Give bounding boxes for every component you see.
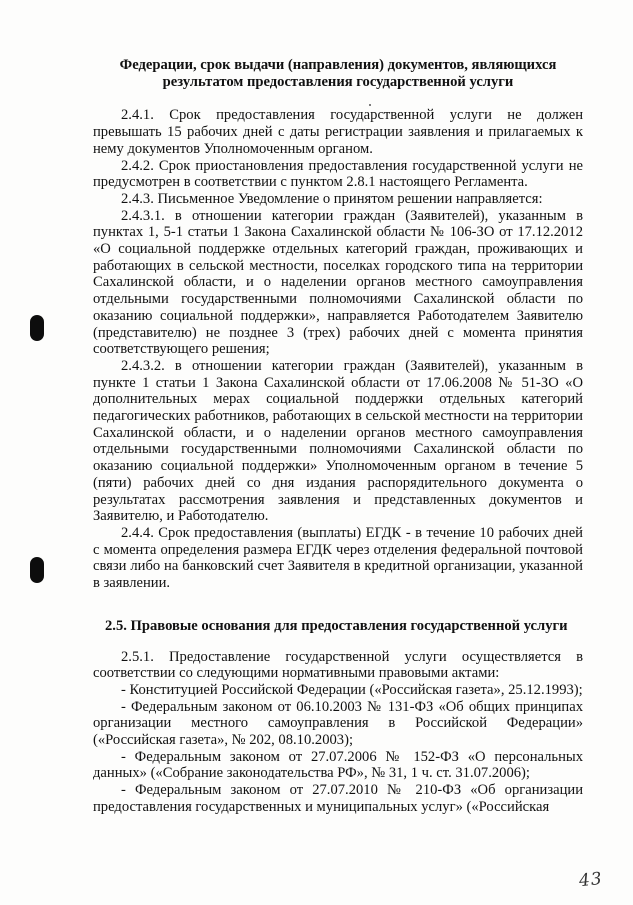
spacer bbox=[93, 90, 583, 107]
section-heading-2-5: 2.5. Правовые основания для предоставления государственной услуги bbox=[105, 617, 568, 634]
section-title-line-1: Федерации, срок выдачи (направления) документов, являющихся bbox=[119, 57, 557, 73]
paragraph-2-4-2: 2.4.2. Срок приостановления предоставления государственной услуги не предусмотрен в соответствии с пунктом 2.8.1 настоящего Регламента. bbox=[93, 157, 583, 191]
handwritten-page-number: 43 bbox=[578, 868, 604, 892]
legal-act-constitution: - Конституцией Российской Федерации («Российская газета», 25.12.1993); bbox=[121, 681, 583, 698]
paragraph-2-4-3: 2.4.3. Письменное Уведомление о принятом решении направляется: bbox=[121, 190, 543, 207]
paragraph-2-5-1: 2.5.1. Предоставление государственной услуги осуществляется в соответствии со следующими нормативными правовыми актами: bbox=[93, 648, 583, 682]
section-title-line-2: результатом предоставления государственной услуги bbox=[162, 73, 514, 90]
legal-act-210-fz: - Федеральным законом от 27.07.2010 № 210-ФЗ «Об организации предоставления государственных и муниципальных услуг» («Российская bbox=[93, 782, 583, 815]
paragraph-2-4-3-2: 2.4.3.2. в отношении категории граждан (Заявителей), указанным в пункте 1 статьи 1 Закона Сахалинской области от 17.06.2008 № 51-ЗО «О дополнительных мерах социальной поддержки отдельных категорий педагогических работников, работающих в сельской местности на территории Сахалинской области, и о наделении органов местного самоуправления отдельными государственными полномочиями Сахалинской области по оказанию социальной поддержки» Уполномоченным органом в течение 5 (пяти) рабочих дней со дня издания распорядительного документа о результатах рассмотрения заявления и представленных документов и Заявителю, и Работодателю. bbox=[93, 357, 583, 525]
binder-hole-top bbox=[30, 315, 44, 341]
paragraph-2-4-3-1: 2.4.3.1. в отношении категории граждан (Заявителей), указанным в пунктах 1, 5-1 статьи 1 Закона Сахалинской области № 106-ЗО от 17.12.2012 «О социальной поддержке отдельных категорий граждан, проживающих и работающих в сельской местности, поселках городского типа на территории Сахалинской области, и о наделении органов местного самоуправления отдельными государственными полномочиями Сахалинской области по оказанию социальной поддержки», направляется Работодателем Заявителю (представителю) не позднее 3 (трех) рабочих дней с момента принятия соответствующего решения; bbox=[93, 207, 583, 358]
legal-act-152-fz: - Федеральным законом от 27.07.2006 № 152-ФЗ «О персональных данных» («Собрание законодательства РФ», № 31, 1 ч. ст. 31.07.2006); bbox=[93, 748, 583, 782]
document-body bbox=[93, 57, 583, 816]
paragraph-2-4-4: 2.4.4. Срок предоставления (выплаты) ЕГДК - в течение 10 рабочих дней с момента определения размера ЕГДК через отделения федеральной почтовой связи либо на банковский счет Заявителя в кредитной организации, указанной в заявлении. bbox=[93, 524, 583, 592]
spacer bbox=[93, 635, 583, 649]
spacer bbox=[93, 592, 583, 618]
binder-hole-bottom bbox=[30, 557, 44, 583]
legal-act-131-fz: - Федеральным законом от 06.10.2003 № 131-ФЗ «Об общих принципах организации местного самоуправления в Российской Федерации» («Российская газета», № 202, 08.10.2003); bbox=[93, 698, 583, 749]
paragraph-2-4-1: 2.4.1. Срок предоставления государственной услуги не должен превышать 15 рабочих дней с даты регистрации заявления и прилагаемых к нему документов Уполномоченным органом. bbox=[93, 107, 583, 157]
